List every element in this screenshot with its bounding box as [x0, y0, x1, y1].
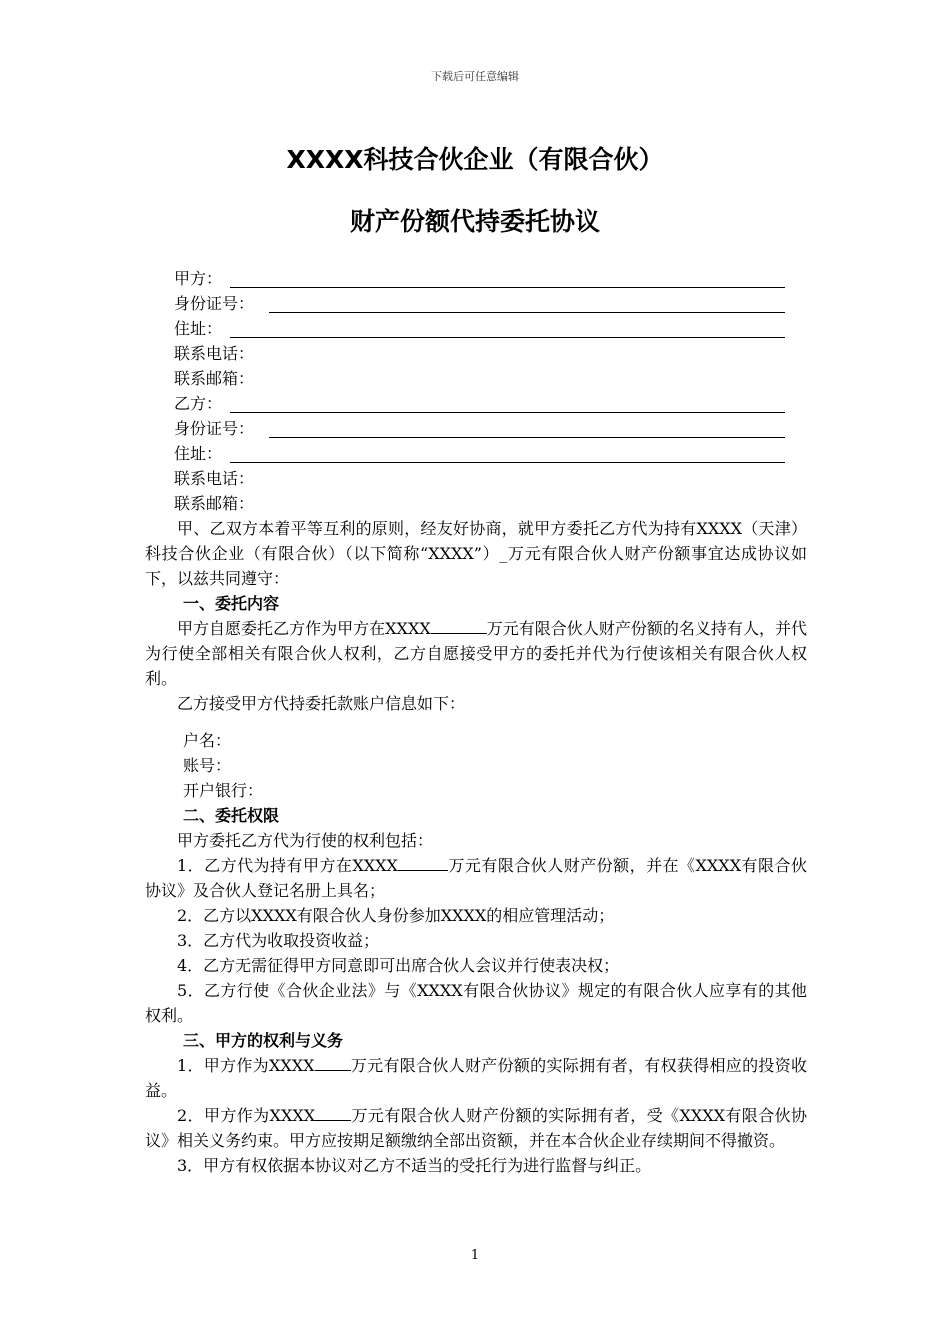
- party-b-id-label: 身份证号：: [174, 419, 255, 438]
- section3-item3: 3．甲方有权依据本协议对乙方不适当的受托行为进行监督与纠正。: [177, 1156, 652, 1175]
- party-a-address-label: 住址：: [174, 319, 223, 338]
- party-b-name-field: [145, 391, 807, 416]
- party-b-name-label: 乙方：: [174, 394, 223, 413]
- page-number: 1: [470, 1248, 480, 1263]
- document-title: XXXX科技合伙企业（有限合伙）: [286, 145, 664, 174]
- party-b-address-line: [230, 462, 785, 463]
- section2-intro: 甲方委托乙方代为行使的权利包括：: [177, 831, 434, 850]
- section2-item4: 4．乙方无需征得甲方同意即可出席合伙人会议并行使表决权；: [177, 956, 620, 975]
- account-name-label: 户名：: [183, 731, 232, 750]
- party-a-block: [145, 266, 807, 391]
- party-a-name-line: [230, 287, 785, 288]
- section2-heading: 二、委托权限: [183, 806, 280, 825]
- party-a-email-label: 联系邮箱：: [174, 369, 255, 388]
- party-b-phone-field: [145, 466, 807, 491]
- party-a-email-field: [145, 366, 807, 391]
- party-a-address-field: [145, 316, 807, 341]
- party-b-address-label: 住址：: [174, 444, 223, 463]
- party-b-name-line: [230, 412, 785, 413]
- document-body: [145, 266, 807, 1178]
- intro-paragraph: 甲、乙双方本着平等互利的原则，经友好协商，就甲方委托乙方代为持有XXXX（天津）科技合伙企业（有限合伙）（以下简称“XXXX”）_万元有限合伙人财产份额事宜达成协议如下，以兹共同遵守：: [145, 519, 807, 588]
- party-b-phone-label: 联系电话：: [174, 469, 255, 488]
- section3-item2: 2．甲方作为XXXX 万元有限合伙人财产份额的实际拥有者，受《XXXX有限合伙协议》相关义务约束。甲方应按期足额缴纳全部出资额，并在本合伙企业存续期间不得撤资。: [145, 1103, 807, 1153]
- header-note: 下载后可任意编辑: [431, 70, 519, 83]
- party-b-address-field: [145, 441, 807, 466]
- party-b-email-label: 联系邮箱：: [174, 494, 255, 513]
- section1-paragraph1: 甲方自愿委托乙方作为甲方在XXXX 万元有限合伙人财产份额的名义持有人，并代为行使全部相关有限合伙人权利，乙方自愿接受甲方的委托并代为行使该相关有限合伙人权利。: [145, 616, 807, 691]
- section1-paragraph2: 乙方接受甲方代持委托款账户信息如下：: [177, 694, 466, 713]
- party-b-id-field: [145, 416, 807, 441]
- account-number-label: 账号：: [183, 756, 232, 775]
- blank-underline: [398, 853, 448, 871]
- party-a-id-line: [269, 312, 785, 313]
- party-a-id-field: [145, 291, 807, 316]
- party-a-name-label: 甲方：: [174, 269, 223, 288]
- blank-underline: [431, 616, 487, 634]
- section3-heading: 三、甲方的权利与义务: [183, 1031, 344, 1050]
- bank-label: 开户银行：: [183, 781, 264, 800]
- party-b-email-field: [145, 491, 807, 516]
- blank-underline: [315, 1103, 351, 1121]
- section3-item1: 1．甲方作为XXXX 万元有限合伙人财产份额的实际拥有者，有权获得相应的投资收益。: [145, 1053, 807, 1103]
- section2-item3: 3．乙方代为收取投资收益；: [177, 931, 380, 950]
- section1-heading: 一、委托内容: [183, 594, 280, 613]
- party-b-id-line: [269, 437, 785, 438]
- party-a-phone-label: 联系电话：: [174, 344, 255, 363]
- party-a-phone-field: [145, 341, 807, 366]
- party-a-address-line: [230, 337, 785, 338]
- blank-underline: [315, 1053, 351, 1071]
- party-a-id-label: 身份证号：: [174, 294, 255, 313]
- party-b-block: [145, 391, 807, 516]
- document-subtitle: 财产份额代持委托协议: [349, 207, 600, 236]
- section2-item5: 5．乙方行使《合伙企业法》与《XXXX有限合伙协议》规定的有限合伙人应享有的其他权利。: [145, 981, 807, 1025]
- party-a-name-field: [145, 266, 807, 291]
- section2-item2: 2．乙方以XXXX有限合伙人身份参加XXXX的相应管理活动；: [177, 906, 615, 925]
- section2-item1: 1．乙方代为持有甲方在XXXX 万元有限合伙人财产份额，并在《XXXX有限合伙协议》及合伙人登记名册上具名；: [145, 853, 807, 903]
